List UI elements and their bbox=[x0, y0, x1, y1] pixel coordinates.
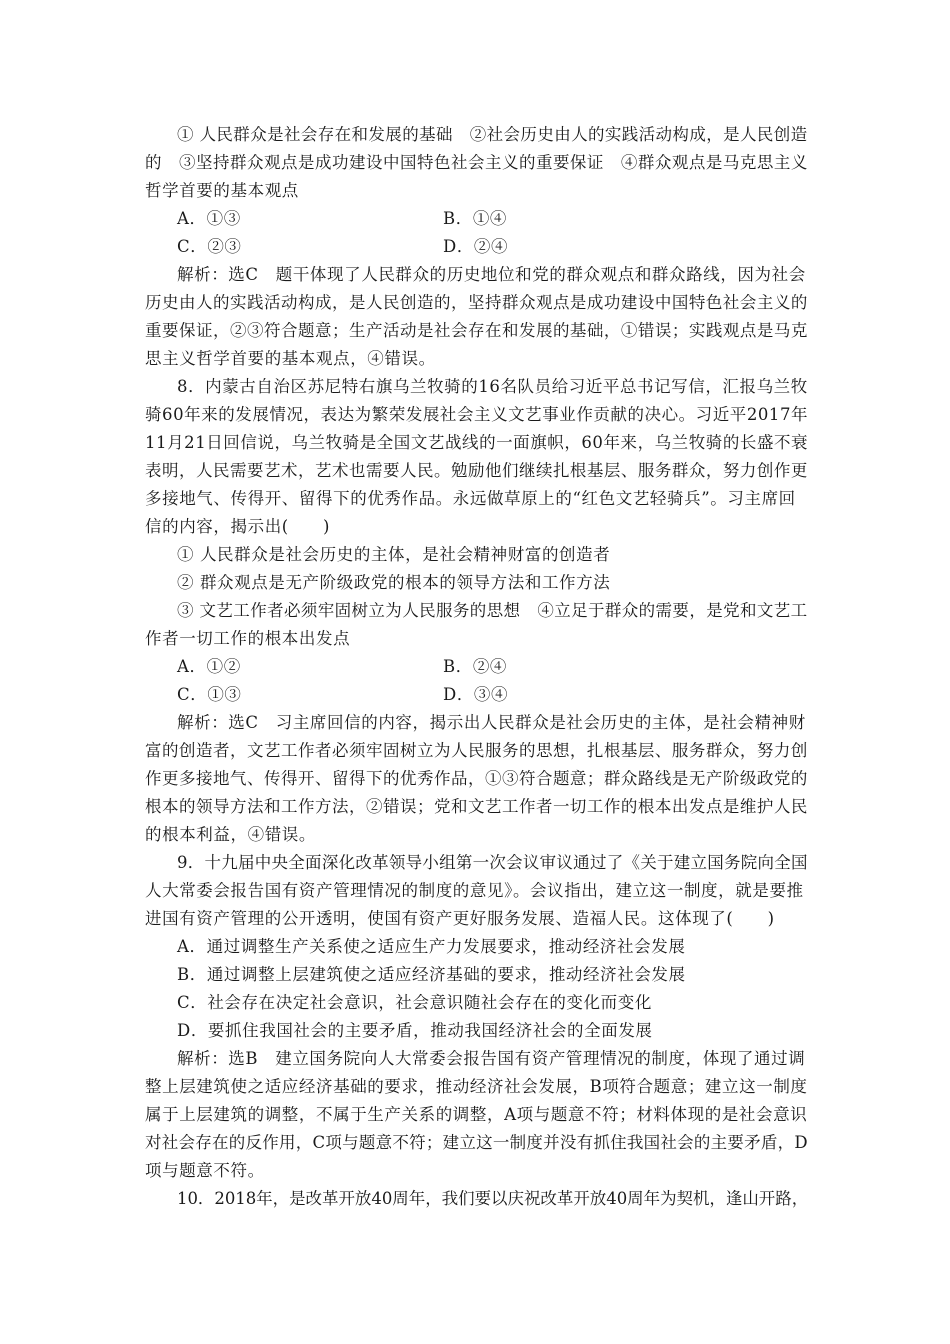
q8-analysis-line: 的根本利益，④错误。 bbox=[145, 825, 316, 844]
q8-analysis-line: 作更多接地气、传得开、留得下的优秀作品，①③符合题意；群众路线是无产阶级政党的 bbox=[145, 769, 808, 788]
q8-stem-line: 信的内容，揭示出( ) bbox=[145, 517, 331, 536]
q8-stem-line: 多接地气、传得开、留得下的优秀作品。永远做草原上的“红色文艺轻骑兵”。习主席回 bbox=[145, 489, 796, 508]
q8-stem-line: 表明，人民需要艺术，艺术也需要人民。勉励他们继续扎根基层、服务群众，努力创作更 bbox=[145, 461, 808, 480]
q8-analysis-line: 富的创造者，文艺工作者必须牢固树立为人民服务的思想，扎根基层、服务群众，努力创 bbox=[145, 741, 808, 760]
q7-analysis-line: 历史由人的实践活动构成，是人民创造的，坚持群众观点是成功建设中国特色社会主义的 bbox=[145, 293, 808, 312]
q9-analysis-line: 整上层建筑使之适应经济基础的要求，推动经济社会发展，B项符合题意；建立这一制度 bbox=[145, 1077, 808, 1096]
q8-option-line: ① 人民群众是社会历史的主体，是社会精神财富的创造者 bbox=[177, 545, 611, 564]
q8-choice-b: B．②④ bbox=[443, 657, 508, 676]
q7-option-line: ① 人民群众是社会存在和发展的基础 ②社会历史由人的实践活动构成，是人民创造 bbox=[177, 125, 808, 144]
q8-option-line: ② 群众观点是无产阶级政党的根本的领导方法和工作方法 bbox=[177, 573, 611, 592]
q9-analysis-line: 对社会存在的反作用，C项与题意不符；建立这一制度并没有抓住我国社会的主要矛盾，D bbox=[145, 1133, 808, 1152]
q7-choice-b: B．①④ bbox=[443, 209, 508, 228]
q9-stem-line: 人大常委会报告国有资产管理情况的制度的意见》。会议指出，建立这一制度，就是要推 bbox=[145, 881, 804, 900]
q9-analysis-line: 项与题意不符。 bbox=[145, 1161, 265, 1180]
q8-stem-line: 11月21日回信说，乌兰牧骑是全国文艺战线的一面旗帜，60年来，乌兰牧骑的长盛不衰 bbox=[145, 433, 809, 452]
q7-choice-a: A．①③ bbox=[177, 209, 241, 228]
q8-choice-d: D．③④ bbox=[443, 685, 509, 704]
q9-analysis-line: 解析：选B 建立国务院向人大常委会报告国有资产管理情况的制度，体现了通过调 bbox=[177, 1049, 806, 1068]
q9-stem-line: 9．十九届中央全面深化改革领导小组第一次会议审议通过了《关于建立国务院向全国 bbox=[177, 853, 808, 872]
q8-option-line: ③ 文艺工作者必须牢固树立为人民服务的思想 ④立足于群众的需要，是党和文艺工 bbox=[177, 601, 808, 620]
q7-analysis-line: 思主义哲学首要的基本观点，④错误。 bbox=[145, 349, 436, 368]
q8-choice-a: A．①② bbox=[177, 657, 241, 676]
q9-analysis-line: 属于上层建筑的调整，不属于生产关系的调整，A项与题意不符；材料体现的是社会意识 bbox=[145, 1105, 808, 1124]
q9-choice-d: D．要抓住我国社会的主要矛盾，推动我国经济社会的全面发展 bbox=[177, 1021, 653, 1040]
q7-option-line: 的 ③坚持群众观点是成功建设中国特色社会主义的重要保证 ④群众观点是马克思主义 bbox=[145, 153, 808, 172]
q8-analysis-line: 解析：选C 习主席回信的内容，揭示出人民群众是社会历史的主体，是社会精神财 bbox=[177, 713, 806, 732]
q7-choice-c: C．②③ bbox=[177, 237, 242, 256]
q8-option-line: 作者一切工作的根本出发点 bbox=[145, 629, 351, 648]
q7-analysis-line: 解析：选C 题干体现了人民群众的历史地位和党的群众观点和群众路线，因为社会 bbox=[177, 265, 806, 284]
q10-stem-line: 10．2018年，是改革开放40周年，我们要以庆祝改革开放40周年为契机，逢山开路， bbox=[177, 1189, 809, 1208]
q9-choice-a: A．通过调整生产关系使之适应生产力发展要求，推动经济社会发展 bbox=[177, 937, 686, 956]
q8-choice-c: C．①③ bbox=[177, 685, 242, 704]
q9-choice-c: C．社会存在决定社会意识，社会意识随社会存在的变化而变化 bbox=[177, 993, 652, 1012]
q8-analysis-line: 根本的领导方法和工作方法，②错误；党和文艺工作者一切工作的根本出发点是维护人民 bbox=[145, 797, 808, 816]
q7-analysis-line: 重要保证，②③符合题意；生产活动是社会存在和发展的基础，①错误；实践观点是马克 bbox=[145, 321, 808, 340]
q8-stem-line: 骑60年来的发展情况，表达为繁荣发展社会主义文艺事业作贡献的决心。习近平2017年 bbox=[145, 405, 809, 424]
q7-choice-d: D．②④ bbox=[443, 237, 509, 256]
q9-choice-b: B．通过调整上层建筑使之适应经济基础的要求，推动经济社会发展 bbox=[177, 965, 686, 984]
q8-stem-line: 8．内蒙古自治区苏尼特右旗乌兰牧骑的16名队员给习近平总书记写信，汇报乌兰牧 bbox=[177, 377, 808, 396]
q7-option-line: 哲学首要的基本观点 bbox=[145, 181, 299, 200]
q9-stem-line: 进国有资产管理的公开透明，使国有资产更好服务发展、造福人民。这体现了( ) bbox=[145, 909, 775, 928]
